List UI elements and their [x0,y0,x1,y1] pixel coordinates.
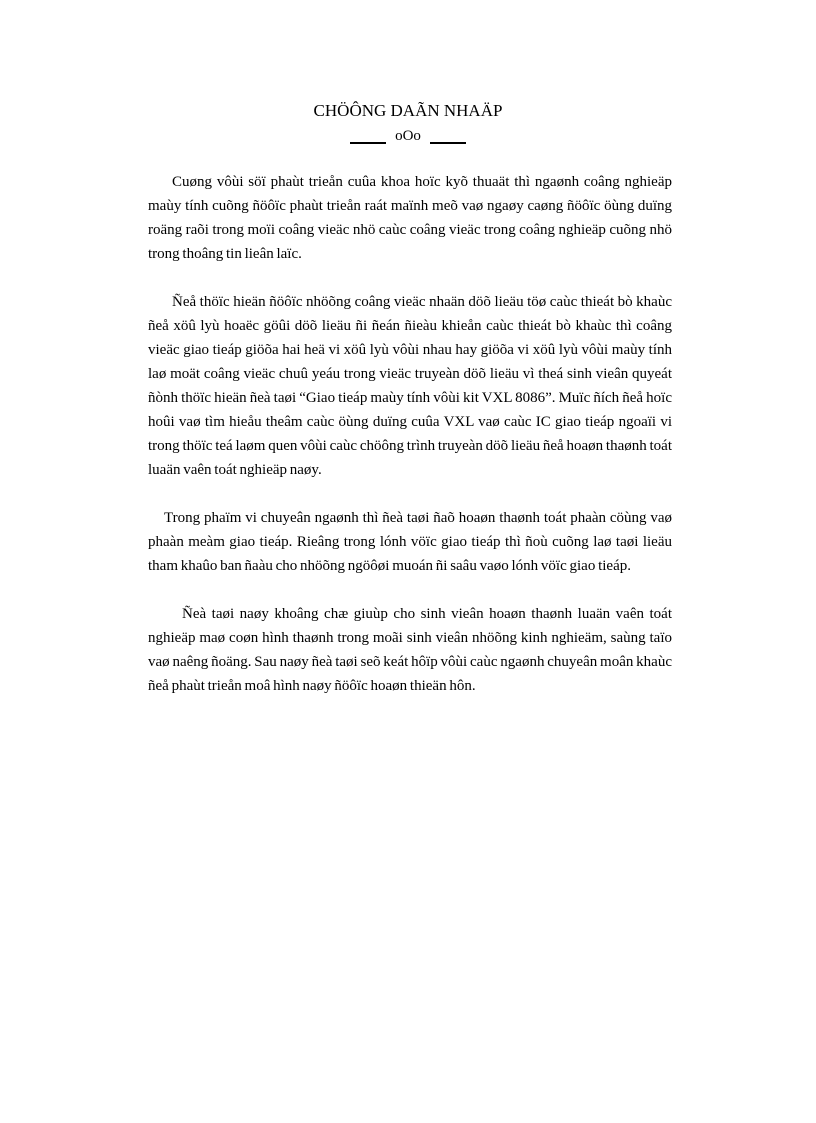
ornament-text: oOo [395,128,421,144]
title-ornament [0,126,816,146]
chapter-title: CHÖÔNG DAÃN NHAÄP [313,101,503,120]
paragraph-1: Cuøng vôùi söï phaùt trieån cuûa khoa hoïc kyõ thuaät thì ngaønh coâng nghieäp maùy tính cuõng ñöôïc phaùt trieån raát maïnh meõ vaø ngaøy caøng ñöôïc öùng duïng roäng raõi trong moïi coâng vieäc nhö caùc coâng vieäc trong coâng nghieäp cuõng nhö trong thoâng tin lieân laïc. [148,174,672,262]
paragraph-2: Ñeå thöïc hieän ñöôïc nhöõng coâng vieäc nhaän döõ lieäu töø caùc thieát bò khaùc ñeå xöû lyù hoaëc göûi döõ lieäu ñi ñeán ñieàu khieån caùc thieát bò khaùc thì coâng vieäc giao tieáp giöõa hai heä vi xöû lyù vôùi nhau hay giöõa vi xöû lyù vôùi maùy tính laø moät coâng vieäc chuû yeáu trong vieäc truyeàn döõ lieäu vì theá sinh vieân quyeát ñònh thöïc hieän ñeà taøi “Giao tieáp maùy tính vôùi kit VXL 8086”. Muïc ñích ñeå hoïc hoûi vaø tìm hieåu theâm caùc öùng duïng cuûa VXL vaø caùc IC giao tieáp ngoaïi vi trong thöïc teá laøm quen vôùi caùc chöông trình truyeàn döõ lieäu ñeå hoaøn thaønh toát luaän vaên toát nghieäp naøy. [148,294,672,478]
paragraph-4: Ñeà taøi naøy khoâng chæ giuùp cho sinh vieân hoaøn thaønh luaän vaên toát nghieäp maø coøn hình thaønh trong moãi sinh vieân nhöõng kinh nghieäm, saùng taïo vaø naêng ñoäng. Sau naøy ñeà taøi seõ keát hôïp vôùi caùc ngaønh chuyeân moân khaùc ñeå phaùt trieån moâ hình naøy ñöôïc hoaøn thieän hôn. [148,606,672,694]
body-text [148,170,672,722]
ornament-rule-right [430,142,466,144]
paragraph-3: Trong phaïm vi chuyeân ngaønh thì ñeà taøi ñaõ hoaøn thaønh toát phaàn cöùng vaø phaàn meàm giao tieáp. Rieâng trong lónh vöïc giao tieáp thì ñoù cuõng laø taøi lieäu tham khaûo ban ñaàu cho nhöõng ngöôøi muoán ñi saâu vaøo lónh vöïc giao tieáp. [148,510,672,574]
ornament-rule-left [350,142,386,144]
